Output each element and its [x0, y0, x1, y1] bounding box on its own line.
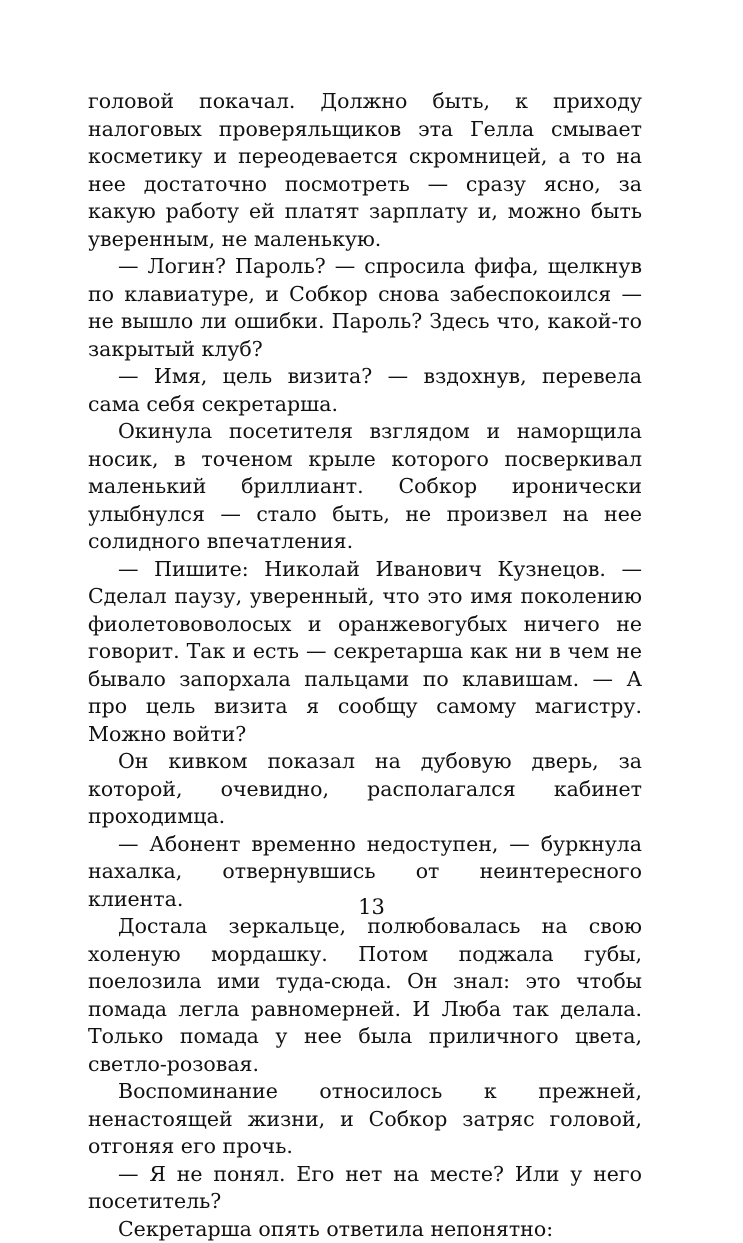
- paragraph: Воспоминание относилось к прежней, ненастоящей жизни, и Собкор затряс головой, отгоняя его прочь.: [88, 1078, 642, 1161]
- paragraph: Он кивком показал на дубовую дверь, за которой, очевидно, располагался кабинет проходимца.: [88, 748, 642, 831]
- paragraph: — Логин? Пароль? — спросила фифа, щелкнув по клавиатуре, и Собкор снова забеспокоился — не вышло ли ошибки. Пароль? Здесь что, какой-то закрытый клуб?: [88, 253, 642, 363]
- page-number: 13: [0, 895, 743, 919]
- paragraph: — Пишите: Николай Иванович Кузнецов. — Сделал паузу, уверенный, что это имя поколению фиолетововолосых и оранжевогубых ничего не говорит. Так и есть — секретарша как ни в чем не бывало запорхала пальцами по клавишам. — А про цель визита я сообщу самому магистру. Можно войти?: [88, 556, 642, 749]
- body-text: [88, 88, 642, 1243]
- paragraph: головой покачал. Должно быть, к приходу налоговых проверяльщиков эта Гелла смывает косметику и переодевается скромницей, а то на нее достаточно посмотреть — сразу ясно, за какую работу ей платят зарплату и, можно быть уверенным, не маленькую.: [88, 88, 642, 253]
- paragraph: — Я не понял. Его нет на месте? Или у него посетитель?: [88, 1161, 642, 1216]
- paragraph: Окинула посетителя взглядом и наморщила носик, в точеном крыле которого посверкивал маленький бриллиант. Собкор иронически улыбнулся — стало быть, не произвел на нее солидного впечатления.: [88, 418, 642, 556]
- paragraph: Достала зеркальце, полюбовалась на свою холеную мордашку. Потом поджала губы, поелозила ими туда-сюда. Он знал: это чтобы помада легла равномерней. И Люба так делала. Только помада у нее была приличного цвета, светло-розовая.: [88, 913, 642, 1078]
- paragraph: — Абонент временно недоступен, — буркнула нахалка, отвернувшись от неинтересного клиента.: [88, 831, 642, 914]
- paragraph: — Имя, цель визита? — вздохнув, перевела сама себя секретарша.: [88, 363, 642, 418]
- paragraph: Секретарша опять ответила непонятно:: [88, 1216, 642, 1243]
